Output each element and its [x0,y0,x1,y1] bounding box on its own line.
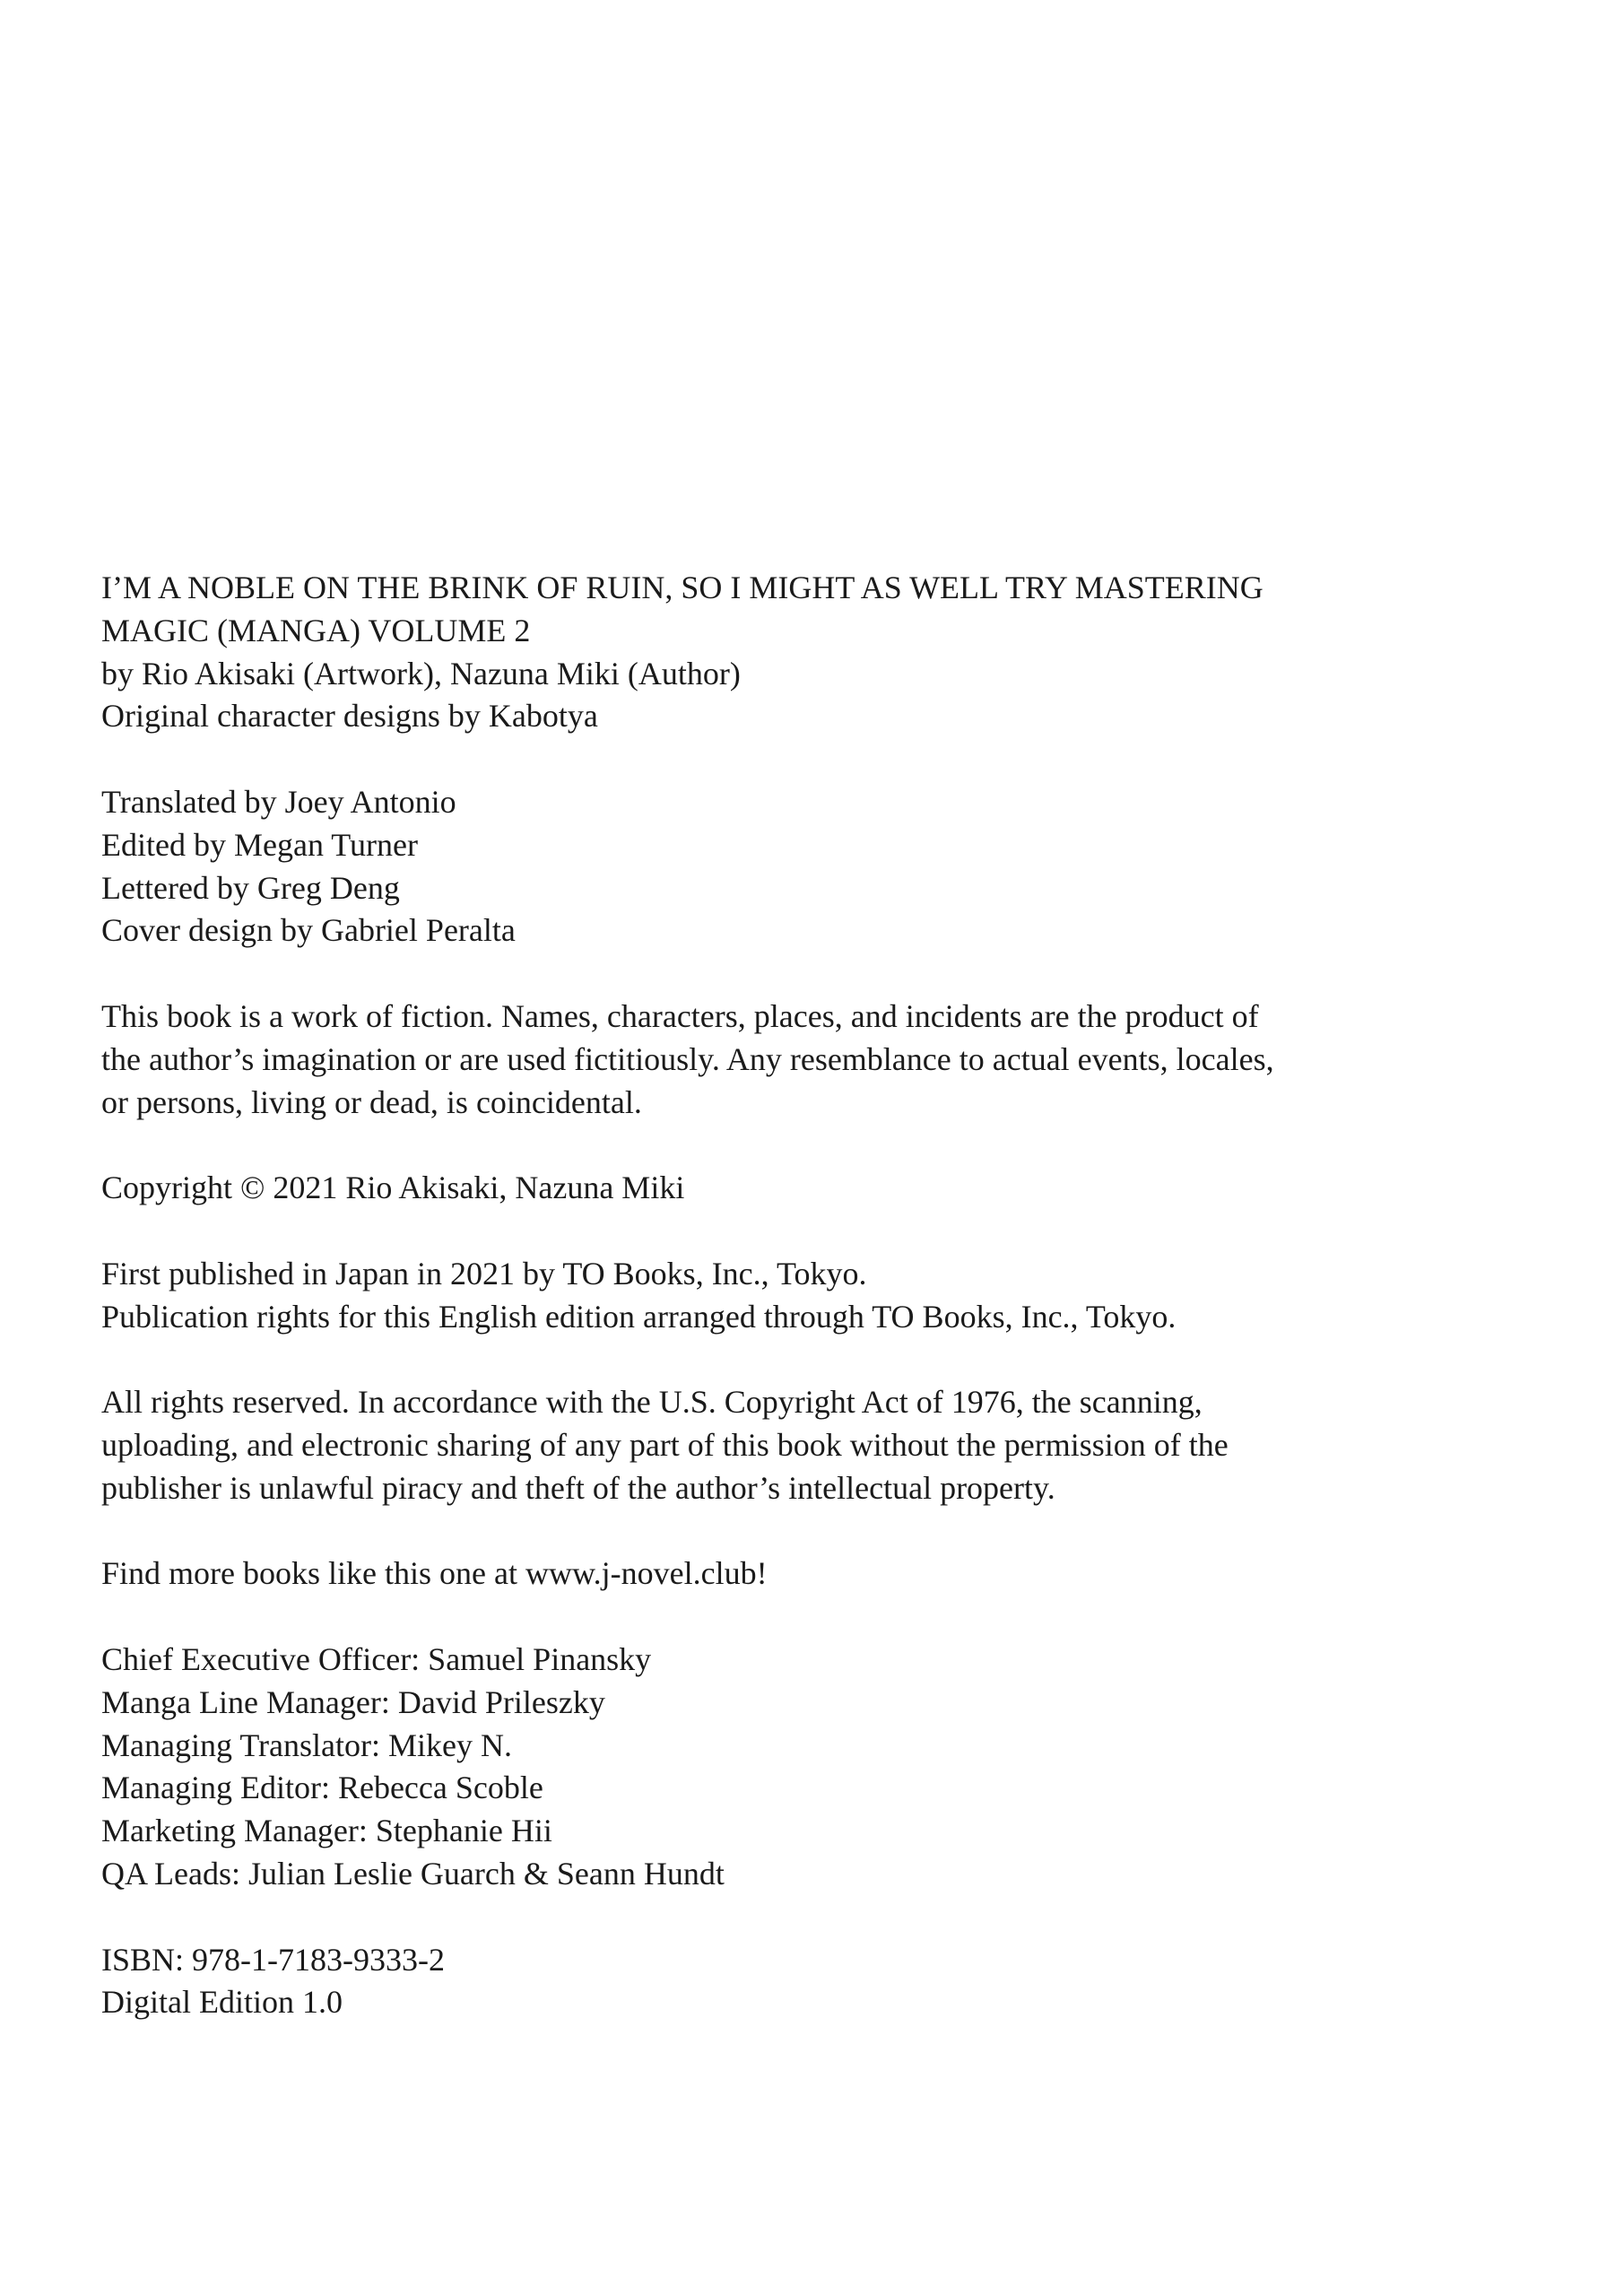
disclaimer-line: This book is a work of fiction. Names, characters, places, and incidents are the product of [101,997,1259,1034]
staff-line: Managing Translator: Mikey N. [101,1726,512,1763]
copyright-notice: Copyright © 2021 Rio Akisaki, Nazuna Miki [101,1170,685,1206]
cover-design-credit: Cover design by Gabriel Peralta [101,912,516,949]
disclaimer-line: or persons, living or dead, is coincidental. [101,1083,642,1120]
byline: by Rio Akisaki (Artwork), Nazuna Miki (Author) [101,655,741,691]
rights-line: publisher is unlawful piracy and theft of the author’s intellectual property. [101,1469,1055,1506]
staff-line: Marketing Manager: Stephanie Hii [101,1813,552,1849]
publication-line: First published in Japan in 2021 by TO Books, Inc., Tokyo. [101,1255,867,1292]
letterer-credit: Lettered by Greg Deng [101,869,400,906]
character-designs-credit: Original character designs by Kabotya [101,698,598,735]
edition: Digital Edition 1.0 [101,1984,343,2021]
book-title-line-2: MAGIC (MANGA) VOLUME 2 [101,612,531,648]
book-title-line-1: I’M A NOBLE ON THE BRINK OF RUIN, SO I MIGHT AS WELL TRY MASTERING [101,570,1263,605]
copyright-page [101,567,1274,2024]
staff-line: Manga Line Manager: David Prileszky [101,1683,605,1720]
publication-line: Publication rights for this English edition arranged through TO Books, Inc., Tokyo. [101,1298,1177,1335]
editor-credit: Edited by Megan Turner [101,826,418,863]
find-more-line: Find more books like this one at www.j-novel.club! [101,1555,768,1592]
isbn: ISBN: 978-1-7183-9333-2 [101,1941,445,1978]
disclaimer-line: the author’s imagination or are used fictitiously. Any resemblance to actual events, locales, [101,1040,1274,1077]
translator-credit: Translated by Joey Antonio [101,783,456,820]
rights-line: All rights reserved. In accordance with the U.S. Copyright Act of 1976, the scanning, [101,1384,1203,1421]
staff-line: Managing Editor: Rebecca Scoble [101,1770,543,1806]
staff-line: Chief Executive Officer: Samuel Pinansky [101,1640,652,1677]
rights-line: uploading, and electronic sharing of any part of this book without the permission of the [101,1426,1229,1463]
staff-line: QA Leads: Julian Leslie Guarch & Seann Hundt [101,1855,725,1892]
